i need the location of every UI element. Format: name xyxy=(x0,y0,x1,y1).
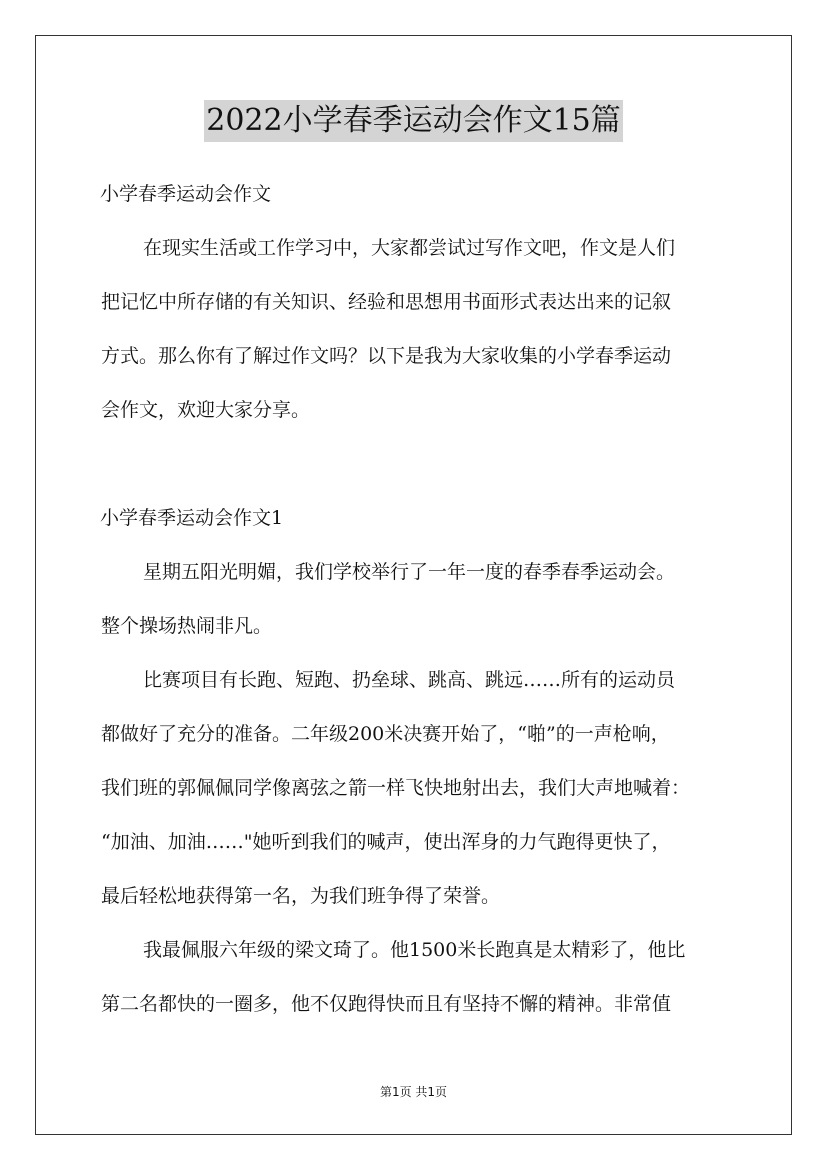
paragraph-line: 都做好了充分的准备。二年级200米决赛开始了，“啪”的一声枪响， xyxy=(101,723,670,745)
paragraph-line: 比赛项目有长跑、短跑、扔垒球、跳高、跳远……所有的运动员 xyxy=(143,669,676,691)
paragraph-line: 第二名都快的一圈多，他不仅跑得快而且有坚持不懈的精神。非常值 xyxy=(101,993,672,1015)
paragraph-line: 方式。那么你有了解过作文吗？以下是我为大家收集的小学春季运动 xyxy=(101,345,672,367)
section-heading: 小学春季运动会作文1 xyxy=(100,507,284,529)
document-title: 2022小学春季运动会作文15篇 xyxy=(204,100,623,142)
paragraph-line: 整个操场热闹非凡。 xyxy=(101,615,273,637)
paragraph-line: 我最佩服六年级的梁文琦了。他1500米长跑真是太精彩了，他比 xyxy=(143,939,686,961)
paragraph-line: 星期五阳光明媚，我们学校举行了一年一度的春季春季运动会。 xyxy=(143,561,676,583)
paragraph-line: “加油、加油……"她听到我们的喊声，使出浑身的力气跑得更快了， xyxy=(101,831,671,853)
paragraph-line: 最后轻松地获得第一名，为我们班争得了荣誉。 xyxy=(101,885,501,907)
title-container xyxy=(0,100,827,142)
section-heading: 小学春季运动会作文 xyxy=(100,183,272,205)
paragraph-line: 我们班的郭佩佩同学像离弦之箭一样飞快地射出去，我们大声地喊着： xyxy=(101,777,691,799)
paragraph-line: 会作文，欢迎大家分享。 xyxy=(101,399,311,421)
paragraph-line: 把记忆中所存储的有关知识、经验和思想用书面形式表达出来的记叙 xyxy=(101,291,672,313)
paragraph-line: 在现实生活或工作学习中，大家都尝试过写作文吧，作文是人们 xyxy=(143,237,676,259)
page-footer: 第1页 共1页 xyxy=(379,1085,448,1099)
